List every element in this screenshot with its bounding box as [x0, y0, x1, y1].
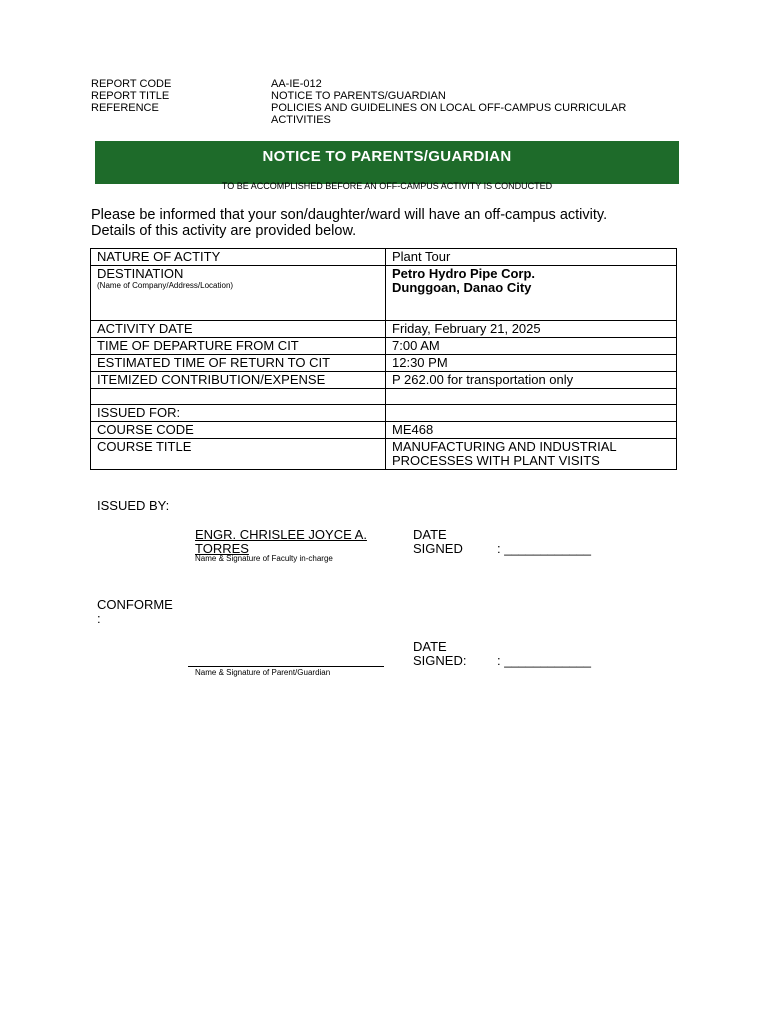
activity-details-table — [90, 248, 677, 470]
destination-hint: (Name of Company/Address/Location) — [97, 281, 234, 290]
date-label: ACTIVITY DATE — [91, 321, 386, 338]
report-code-label: REPORT CODE — [91, 78, 172, 90]
empty-cell — [386, 389, 677, 405]
return-label: ESTIMATED TIME OF RETURN TO CIT — [91, 355, 386, 372]
empty-cell — [91, 389, 386, 405]
intro-line-2: Details of this activity are provided below. — [91, 223, 357, 239]
course-title-value — [386, 439, 677, 470]
conforme-date-label-2: SIGNED: — [413, 653, 467, 668]
notice-banner — [95, 141, 679, 184]
parent-signature-caption: Name & Signature of Parent/Guardian — [195, 668, 331, 677]
table-row — [91, 405, 677, 422]
nature-label: NATURE OF ACTITY — [91, 249, 386, 266]
course-title-label: COURSE TITLE — [91, 439, 386, 470]
intro-paragraph — [91, 207, 691, 239]
course-code-label: COURSE CODE — [91, 422, 386, 439]
intro-line-1: Please be informed that your son/daughter/ward will have an off-campus activity. — [91, 207, 608, 223]
table-row — [91, 372, 677, 389]
issued-for-label: ISSUED FOR: — [91, 405, 386, 422]
reference-label: REFERENCE — [91, 102, 159, 114]
table-row — [91, 321, 677, 338]
report-title-label: REPORT TITLE — [91, 90, 170, 102]
issued-date-blank[interactable]: : ____________ — [497, 541, 591, 556]
destination-value — [386, 266, 677, 321]
table-row — [91, 338, 677, 355]
departure-label: TIME OF DEPARTURE FROM CIT — [91, 338, 386, 355]
issued-date-label-2: SIGNED — [413, 541, 463, 556]
course-title-line-1: MANUFACTURING AND INDUSTRIAL — [392, 439, 617, 454]
faculty-signature-caption: Name & Signature of Faculty in-charge — [195, 554, 333, 563]
issued-date-label-1: DATE — [413, 527, 447, 542]
table-row — [91, 355, 677, 372]
table-row — [91, 389, 677, 405]
parent-signature-line[interactable] — [188, 666, 384, 667]
expense-value: P 262.00 for transportation only — [386, 372, 677, 389]
destination-line-1: Petro Hydro Pipe Corp. — [392, 266, 536, 281]
course-code-value: ME468 — [386, 422, 677, 439]
expense-label: ITEMIZED CONTRIBUTION/EXPENSE — [91, 372, 386, 389]
faculty-name-line-2: TORRES — [195, 541, 249, 556]
destination-line-2: Dunggoan, Danao City — [392, 280, 532, 295]
destination-label: DESTINATION — [97, 266, 184, 281]
conforme-date-blank[interactable]: : ____________ — [497, 653, 591, 668]
table-row — [91, 249, 677, 266]
issued-by-label: ISSUED BY: — [97, 498, 170, 513]
return-value: 12:30 PM — [386, 355, 677, 372]
table-row — [91, 422, 677, 439]
table-row — [91, 266, 677, 321]
empty-cell — [386, 405, 677, 422]
date-value: Friday, February 21, 2025 — [386, 321, 677, 338]
conforme-colon: : — [97, 611, 101, 626]
banner-title: NOTICE TO PARENTS/GUARDIAN — [262, 148, 512, 165]
report-title-value: NOTICE TO PARENTS/GUARDIAN — [271, 90, 446, 102]
reference-value: POLICIES AND GUIDELINES ON LOCAL OFF-CAMPUS CURRICULAR ACTIVITIES — [271, 102, 627, 126]
faculty-name-line-1: ENGR. CHRISLEE JOYCE A. — [195, 527, 367, 542]
departure-value: 7:00 AM — [386, 338, 677, 355]
table-row — [91, 439, 677, 470]
destination-cell — [91, 266, 386, 321]
nature-value: Plant Tour — [386, 249, 677, 266]
report-code-value: AA-IE-012 — [271, 78, 322, 90]
conforme-date-label-1: DATE — [413, 639, 447, 654]
banner-subtitle: TO BE ACCOMPLISHED BEFORE AN OFF-CAMPUS ACTIVITY IS CONDUCTED — [221, 181, 553, 191]
course-title-line-2: PROCESSES WITH PLANT VISITS — [392, 453, 600, 468]
conforme-label: CONFORME — [97, 597, 173, 612]
